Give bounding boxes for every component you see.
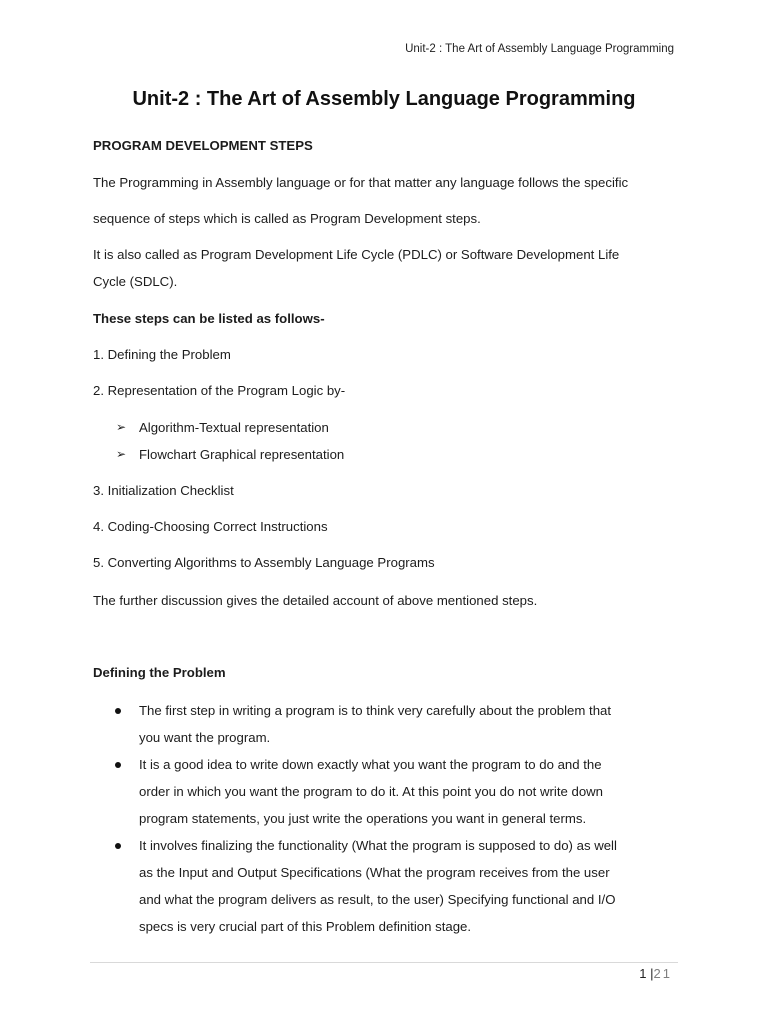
bullet-line: as the Input and Output Specifications (What the program receives from the user — [139, 865, 610, 880]
sub-item: Flowchart Graphical representation — [139, 447, 345, 462]
step-item: 5. Converting Algorithms to Assembly Language Programs — [93, 555, 435, 570]
bullet-dot-icon — [115, 708, 121, 714]
bullet-line: you want the program. — [139, 730, 271, 745]
sub-item: Algorithm-Textual representation — [139, 420, 329, 435]
footer-divider — [90, 962, 678, 963]
bullet-dot-icon — [115, 843, 121, 849]
page-number — [639, 966, 672, 981]
paragraph-line: sequence of steps which is called as Program Development steps. — [93, 211, 481, 226]
paragraph-line: The further discussion gives the detailed account of above mentioned steps. — [93, 593, 538, 608]
page-title: Unit-2 : The Art of Assembly Language Programming — [132, 88, 636, 110]
running-header: Unit-2 : The Art of Assembly Language Programming — [405, 43, 674, 55]
bullet-line: order in which you want the program to do it. At this point you do not write down — [139, 784, 604, 799]
section-heading: PROGRAM DEVELOPMENT STEPS — [93, 138, 313, 153]
bullet-line: It is a good idea to write down exactly what you want the program to do and the — [139, 757, 602, 772]
bullet-dot-icon — [115, 762, 121, 768]
paragraph-line: It is also called as Program Development Life Cycle (PDLC) or Software Development Life — [93, 247, 620, 262]
bullet-line: specs is very crucial part of this Problem definition stage. — [139, 919, 472, 934]
paragraph-line: Cycle (SDLC). — [93, 274, 178, 289]
arrow-bullet-icon: ➢ — [116, 447, 127, 461]
total-pages: 21 — [653, 966, 672, 981]
bullet-line: and what the program delivers as result, to the user) Specifying functional and I/O — [139, 892, 616, 907]
steps-intro: These steps can be listed as follows- — [93, 311, 325, 326]
bullet-line: The first step in writing a program is to think very carefully about the problem that — [139, 703, 612, 718]
step-item: 1. Defining the Problem — [93, 347, 231, 362]
step-item: 2. Representation of the Program Logic by- — [93, 383, 346, 398]
bullet-line: program statements, you just write the operations you want in general terms. — [139, 811, 587, 826]
paragraph-line: The Programming in Assembly language or for that matter any language follows the specific — [93, 175, 629, 190]
page-separator: | — [650, 966, 654, 981]
step-item: 3. Initialization Checklist — [93, 483, 234, 498]
bullet-line: It involves finalizing the functionality (What the program is supposed to do) as well — [139, 838, 617, 853]
step-item: 4. Coding-Choosing Correct Instructions — [93, 519, 328, 534]
section-heading: Defining the Problem — [93, 665, 226, 680]
arrow-bullet-icon: ➢ — [116, 420, 127, 434]
current-page: 1 — [639, 966, 647, 981]
